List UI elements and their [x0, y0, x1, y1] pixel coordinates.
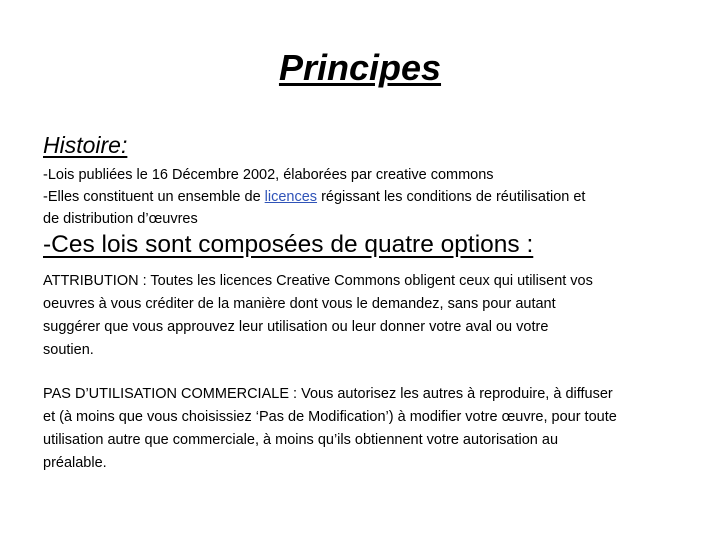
history-line-2: [43, 186, 585, 208]
attribution-paragraph: [43, 270, 683, 362]
non-commercial-line-4: préalable.: [43, 455, 107, 471]
non-commercial-line-2: et (à moins que vous choisissiez ‘Pas de Modification’) à modifier votre œuvre, pour toute: [43, 409, 617, 425]
history-line-1: -Lois publiées le 16 Décembre 2002, élaborées par creative commons: [43, 167, 494, 183]
non-commercial-paragraph: [43, 383, 683, 475]
non-commercial-line-1: PAS D’UTILISATION COMMERCIALE : Vous autorisez les autres à reproduire, à diffuser: [43, 386, 613, 402]
history-line-2-start: -Elles constituent un ensemble de: [43, 189, 265, 205]
non-commercial-line-3: utilisation autre que commerciale, à moins qu’ils obtiennent votre autorisation au: [43, 432, 559, 448]
attribution-line-1: ATTRIBUTION : Toutes les licences Creative Commons obligent ceux qui utilisent vos: [43, 273, 593, 289]
licences-link[interactable]: licences: [264, 189, 318, 205]
history-heading: Histoire:: [43, 132, 128, 158]
options-heading: -Ces lois sont composées de quatre options :: [43, 231, 534, 258]
history-line-2-end: régissant les conditions de réutilisation et: [317, 189, 586, 205]
attribution-line-2: oeuvres à vous créditer de la manière dont vous le demandez, sans pour autant: [43, 296, 556, 312]
slide-title: Principes: [278, 47, 442, 88]
attribution-line-3: suggérer que vous approuvez leur utilisation ou leur donner votre aval ou votre: [43, 319, 549, 335]
attribution-line-4: soutien.: [43, 342, 94, 358]
history-line-3: de distribution d’œuvres: [43, 211, 198, 227]
